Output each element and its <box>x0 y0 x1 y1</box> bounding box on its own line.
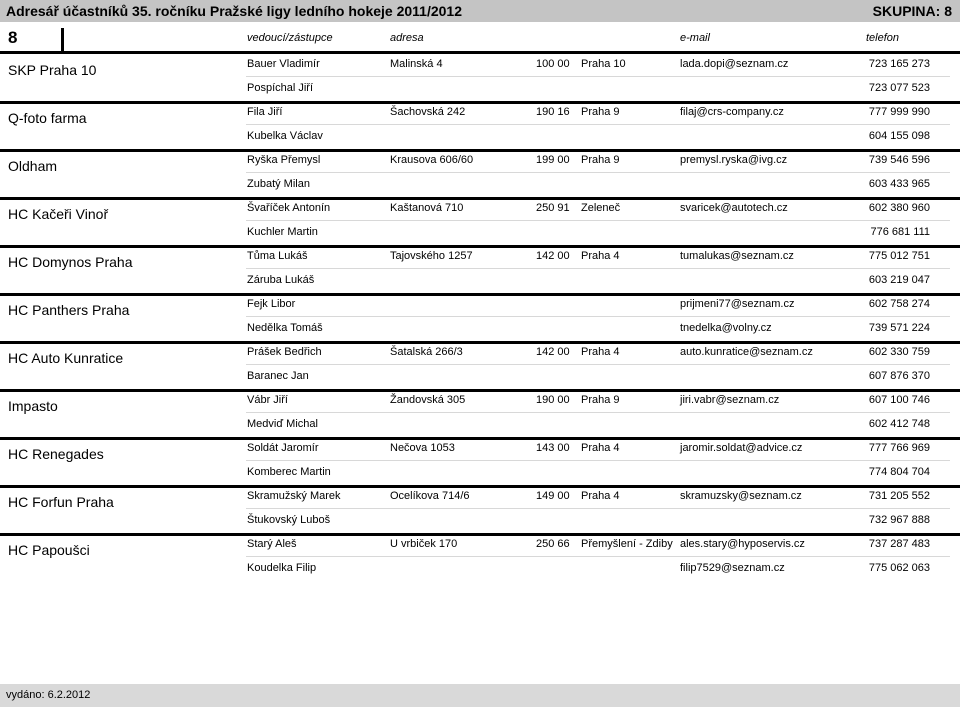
contact-row <box>0 271 960 295</box>
contact-person: Švaříček Antonín <box>247 202 331 214</box>
team-name: HC Papoušci <box>8 542 90 558</box>
contact-person: Kuchler Martin <box>247 226 318 238</box>
contact-email: svaricek@autotech.cz <box>680 202 788 214</box>
contact-person: Pospíchal Jiří <box>247 82 314 94</box>
contact-person: Skramužský Marek <box>247 490 341 502</box>
contact-person: Medviď Michal <box>247 418 318 430</box>
row-divider <box>246 508 950 509</box>
contact-street: Malinská 4 <box>390 58 443 70</box>
team-block <box>0 55 960 103</box>
contact-email: jiri.vabr@seznam.cz <box>680 394 780 406</box>
contact-person: Koudelka Filip <box>247 562 317 574</box>
contact-phone: 723 165 273 <box>868 58 930 70</box>
contact-street: Krausova 606/60 <box>390 154 474 166</box>
team-block <box>0 247 960 295</box>
contact-row <box>0 391 960 415</box>
contact-phone: 602 758 274 <box>868 298 930 310</box>
contact-street: Kaštanová 710 <box>390 202 464 214</box>
contact-row <box>0 511 960 535</box>
team-block <box>0 439 960 487</box>
contact-phone: 739 546 596 <box>868 154 930 166</box>
contact-street: Žandovská 305 <box>390 394 466 406</box>
team-name: HC Domynos Praha <box>8 254 133 270</box>
contact-email: premysl.ryska@ivg.cz <box>680 154 788 166</box>
contact-person: Prášek Bedřich <box>247 346 322 358</box>
team-name: HC Forfun Praha <box>8 494 114 510</box>
contact-street: Tajovského 1257 <box>390 250 473 262</box>
contact-person: Komberec Martin <box>247 466 331 478</box>
team-name: Oldham <box>8 158 58 174</box>
col-header-phone: telefon <box>866 32 900 44</box>
contact-row <box>0 439 960 463</box>
contact-postcode: 190 16 <box>536 106 570 118</box>
contact-city: Praha 9 <box>581 106 620 118</box>
contact-street: U vrbiček 170 <box>390 538 458 550</box>
contact-person: Záruba Lukáš <box>247 274 315 286</box>
contact-street: Ocelíkova 714/6 <box>390 490 470 502</box>
contact-city: Praha 4 <box>581 442 620 454</box>
issue-date: vydáno: 6.2.2012 <box>6 689 91 701</box>
team-name: Q-foto farma <box>8 110 87 126</box>
team-block <box>0 343 960 391</box>
contact-row <box>0 103 960 127</box>
row-divider <box>246 364 950 365</box>
contact-email: prijmeni77@seznam.cz <box>680 298 795 310</box>
contact-row <box>0 247 960 271</box>
contact-row <box>0 127 960 151</box>
contact-street: Nečova 1053 <box>390 442 455 454</box>
team-block <box>0 295 960 343</box>
contact-row <box>0 175 960 199</box>
contact-phone: 777 999 990 <box>868 106 930 118</box>
contact-row <box>0 343 960 367</box>
contact-row <box>0 79 960 103</box>
contact-phone: 775 012 751 <box>868 250 930 262</box>
contact-phone: 602 412 748 <box>868 418 930 430</box>
contact-postcode: 143 00 <box>536 442 570 454</box>
col-header-email: e-mail <box>680 32 710 44</box>
group-label: SKUPINA: 8 <box>872 3 952 19</box>
contact-row <box>0 319 960 343</box>
contact-phone: 602 330 759 <box>868 346 930 358</box>
contact-email: filip7529@seznam.cz <box>680 562 785 574</box>
contact-person: Ryška Přemysl <box>247 154 321 166</box>
row-divider <box>246 460 950 461</box>
row-divider <box>246 124 950 125</box>
table-header <box>0 26 960 52</box>
contact-row <box>0 55 960 79</box>
contact-row <box>0 223 960 247</box>
contact-city: Zeleneč <box>581 202 621 214</box>
contact-person: Kubelka Václav <box>247 130 323 142</box>
row-divider <box>246 412 950 413</box>
contact-phone: 723 077 523 <box>868 82 930 94</box>
team-block <box>0 487 960 535</box>
contact-person: Fila Jiří <box>247 106 283 118</box>
contact-city: Praha 9 <box>581 154 620 166</box>
contact-row <box>0 559 960 583</box>
contact-person: Zubatý Milan <box>247 178 310 190</box>
row-divider <box>246 76 950 77</box>
team-name: HC Panthers Praha <box>8 302 130 318</box>
team-block <box>0 151 960 199</box>
contact-phone: 604 155 098 <box>868 130 930 142</box>
contact-phone: 737 287 483 <box>868 538 930 550</box>
contact-city: Praha 9 <box>581 394 620 406</box>
team-block <box>0 535 960 583</box>
contact-person: Baranec Jan <box>247 370 309 382</box>
document-title: Adresář účastníků 35. ročníku Pražské ligy ledního hokeje 2011/2012 <box>6 3 462 19</box>
contact-phone: 602 380 960 <box>868 202 930 214</box>
contact-person: Tůma Lukáš <box>247 250 308 262</box>
title-bar <box>0 0 960 22</box>
row-divider <box>246 268 950 269</box>
contact-phone: 603 219 047 <box>868 274 930 286</box>
header-divider <box>61 28 64 52</box>
contact-postcode: 199 00 <box>536 154 570 166</box>
team-name: HC Kačeři Vinoř <box>8 206 109 222</box>
contact-row <box>0 295 960 319</box>
group-number: 8 <box>8 28 18 47</box>
contact-email: skramuzsky@seznam.cz <box>680 490 802 502</box>
contact-phone: 774 804 704 <box>868 466 930 478</box>
contact-postcode: 149 00 <box>536 490 570 502</box>
header-rule <box>0 51 960 54</box>
col-header-address: adresa <box>390 32 424 44</box>
contact-email: ales.stary@hyposervis.cz <box>680 538 805 550</box>
contact-email: jaromir.soldat@advice.cz <box>680 442 803 454</box>
contact-phone: 776 681 111 <box>870 226 930 238</box>
contact-phone: 777 766 969 <box>868 442 930 454</box>
team-block <box>0 103 960 151</box>
contact-row <box>0 535 960 559</box>
contact-city: Praha 4 <box>581 250 620 262</box>
row-divider <box>246 316 950 317</box>
contact-email: auto.kunratice@seznam.cz <box>680 346 813 358</box>
team-name: SKP Praha 10 <box>8 62 97 78</box>
contact-postcode: 100 00 <box>536 58 570 70</box>
contact-postcode: 250 66 <box>536 538 570 550</box>
contact-street: Šatalská 266/3 <box>390 346 463 358</box>
row-divider <box>246 172 950 173</box>
contact-email: tumalukas@seznam.cz <box>680 250 794 262</box>
team-name: HC Renegades <box>8 446 104 462</box>
contact-person: Bauer Vladimír <box>247 58 320 70</box>
contact-row <box>0 367 960 391</box>
contact-person: Vábr Jiří <box>247 394 288 406</box>
col-header-person: vedoucí/zástupce <box>247 32 333 44</box>
contact-phone: 607 100 746 <box>868 394 930 406</box>
contact-row <box>0 463 960 487</box>
team-name: Impasto <box>8 398 58 414</box>
contact-phone: 739 571 224 <box>868 322 930 334</box>
contact-email: filaj@crs-company.cz <box>680 106 784 118</box>
footer <box>0 684 960 707</box>
contact-row <box>0 487 960 511</box>
row-divider <box>246 556 950 557</box>
contact-city: Praha 10 <box>581 58 626 70</box>
row-divider <box>246 220 950 221</box>
contact-city: Praha 4 <box>581 490 620 502</box>
contact-phone: 732 967 888 <box>868 514 930 526</box>
contact-city: Přemyšlení - Zdiby <box>581 538 673 550</box>
contact-row <box>0 199 960 223</box>
contact-email: lada.dopi@seznam.cz <box>680 58 789 70</box>
contact-person: Nedělka Tomáš <box>247 322 323 334</box>
team-block <box>0 199 960 247</box>
contact-person: Soldát Jaromír <box>247 442 319 454</box>
contact-postcode: 190 00 <box>536 394 570 406</box>
team-block <box>0 391 960 439</box>
contact-postcode: 250 91 <box>536 202 570 214</box>
team-name: HC Auto Kunratice <box>8 350 124 366</box>
contact-row <box>0 151 960 175</box>
contact-phone: 731 205 552 <box>868 490 930 502</box>
contact-phone: 603 433 965 <box>868 178 930 190</box>
contact-row <box>0 415 960 439</box>
contact-email: tnedelka@volny.cz <box>680 322 772 334</box>
contact-street: Šachovská 242 <box>390 106 466 118</box>
contact-person: Fejk Libor <box>247 298 296 310</box>
contact-city: Praha 4 <box>581 346 620 358</box>
contact-person: Starý Aleš <box>247 538 297 550</box>
contact-phone: 775 062 063 <box>868 562 930 574</box>
contact-postcode: 142 00 <box>536 250 570 262</box>
contact-phone: 607 876 370 <box>868 370 930 382</box>
contact-person: Štukovský Luboš <box>247 514 331 526</box>
contact-postcode: 142 00 <box>536 346 570 358</box>
